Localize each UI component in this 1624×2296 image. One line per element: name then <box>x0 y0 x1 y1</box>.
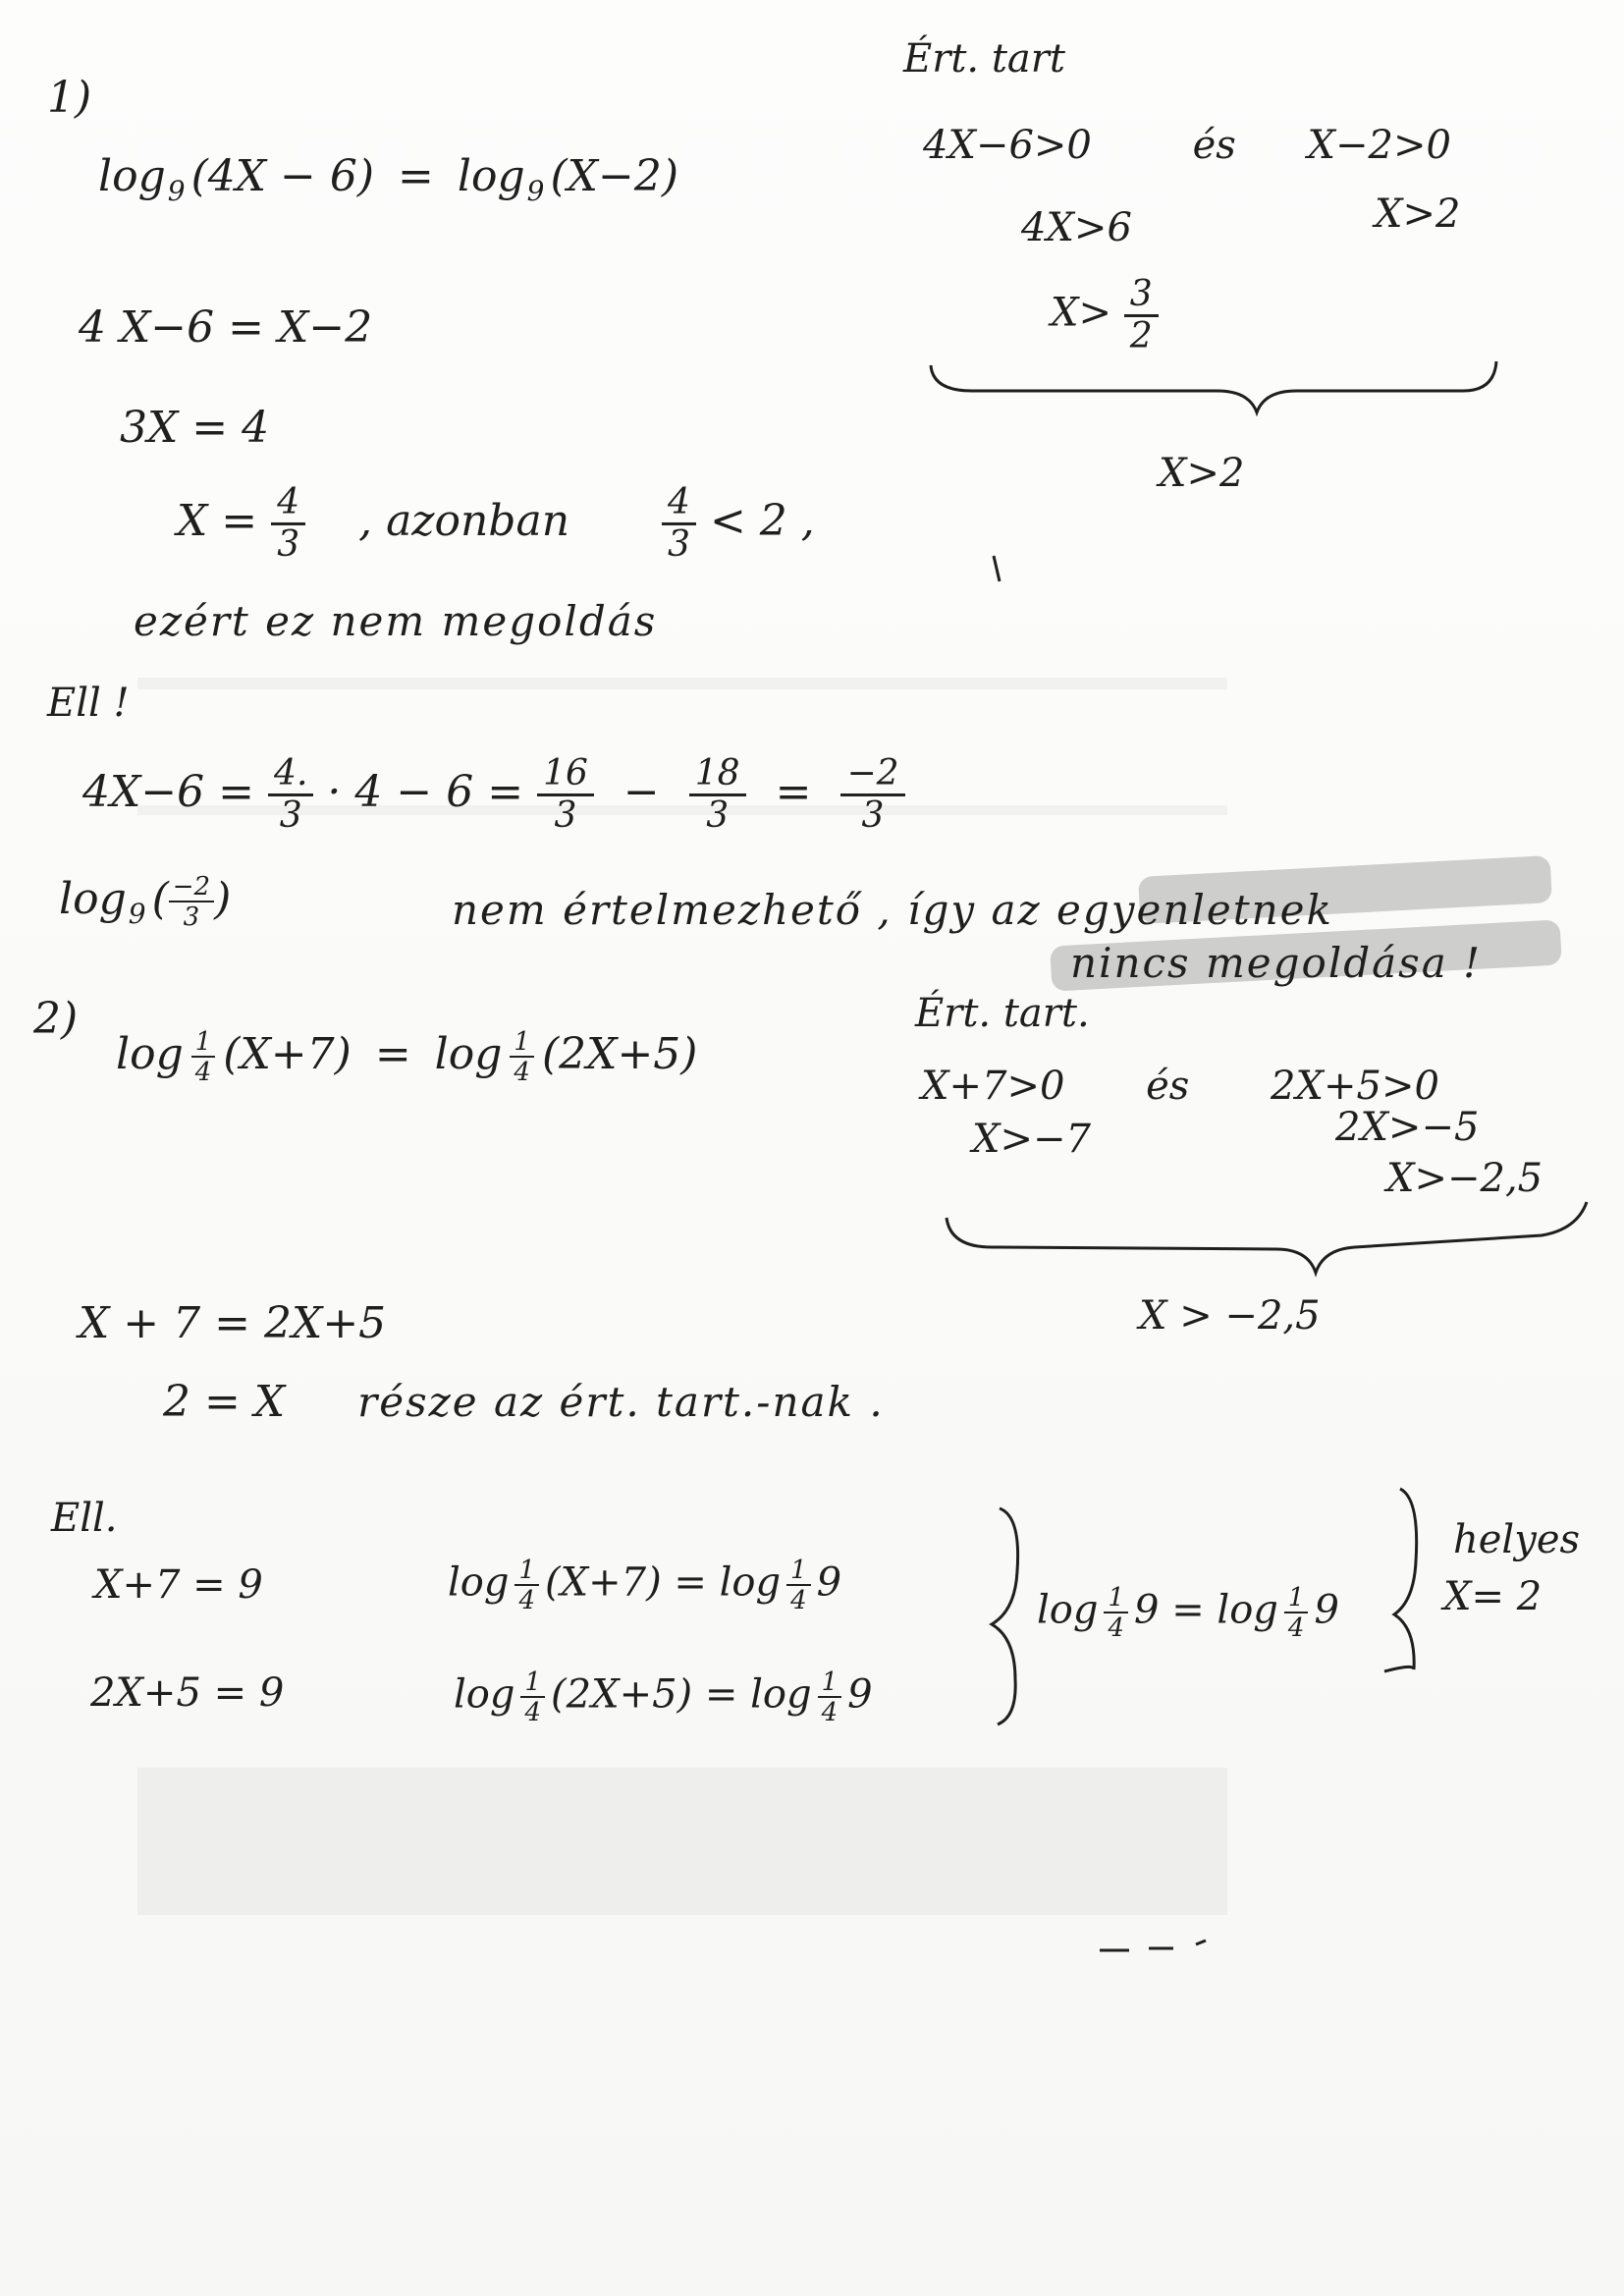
check-value: 2X+5 = 9 <box>90 1670 285 1716</box>
solution-step: 3X = 4 <box>120 403 270 453</box>
domain-step: 4X>6 <box>1021 205 1132 250</box>
domain-step: X>2 <box>1375 191 1461 237</box>
log-base-fraction: $\frac{1}{4}$ <box>1284 1585 1309 1641</box>
log-base-fraction: $\frac{1}{4}$ <box>510 1029 534 1085</box>
problem-2-number: 2) <box>33 994 79 1044</box>
show-through-band <box>137 678 1227 689</box>
fraction: $\frac{4.}{3}$ <box>268 756 313 834</box>
brace-check-1 <box>992 1508 1018 1724</box>
domain-step: 2X>−5 <box>1335 1105 1480 1150</box>
fraction: $\frac{-2}{3}$ <box>840 756 904 834</box>
fraction: $\frac{4}{3}$ <box>271 485 305 563</box>
domain-step: X>−2,5 <box>1386 1156 1543 1201</box>
brace-domain-1 <box>931 361 1496 412</box>
equals-sign: = <box>398 151 434 201</box>
brace-check-2 <box>1384 1489 1417 1671</box>
check-label: Ell. <box>51 1496 118 1541</box>
inequality-tick <box>994 556 1000 581</box>
log-base-fraction: $\frac{1}{4}$ <box>191 1029 216 1085</box>
domain-step: X> $\frac{3}{2}$ <box>1051 277 1159 355</box>
domain-step: X>−7 <box>972 1117 1091 1162</box>
check-log-left: log $\frac{1}{4}$ (X+7) = log $\frac{1}{4}$ 9 <box>448 1556 842 1615</box>
problem-1-equation <box>98 151 679 207</box>
problem-1-number: 1) <box>47 73 92 123</box>
fraction: $\frac{4}{3}$ <box>662 485 696 563</box>
log-base-fraction: $\frac{1}{4}$ <box>1104 1585 1128 1641</box>
brace-domain-2 <box>947 1202 1587 1273</box>
solution-step: 4 X−6 = X−2 <box>79 302 373 353</box>
solution-step: 2 = X része az ért. tart.-nak . <box>163 1377 885 1427</box>
verdict-word: helyes <box>1453 1517 1581 1562</box>
undefined-log: $\log_9$ ( $\frac{-2}{3}$ ) <box>59 872 232 932</box>
fraction: $\frac{3}{2}$ <box>1124 277 1159 355</box>
domain-condition-row: 4X−6>0 és X−2>0 <box>923 123 1451 168</box>
check-log-right: log $\frac{1}{4}$ (2X+5) = log $\frac{1}{4}$ 9 <box>454 1667 873 1727</box>
fraction: $\frac{16}{3}$ <box>537 756 594 834</box>
check-computation: 4X−6 = $\frac{4.}{3}$ · 4 − 6 = $\frac{16}{3}$ − $\frac{18}{3}$ = $\frac{-2}{3}$ <box>82 756 905 834</box>
equation-left: $\log_9 (4X - 6)$ <box>98 151 375 207</box>
solution-step: X = $\frac{4}{3}$ , azonban $\frac{4}{3}$ < 2 , <box>177 482 815 565</box>
check-equality: log $\frac{1}{4}$ 9 = log $\frac{1}{4}$ 9 <box>1037 1583 1339 1643</box>
fraction: $\frac{18}{3}$ <box>689 756 746 834</box>
log-base-fraction: $\frac{1}{4}$ <box>786 1558 811 1613</box>
final-remark-line2: nincs megoldása ! <box>1070 939 1482 987</box>
solution-step: X + 7 = 2X+5 <box>79 1298 387 1348</box>
domain-condition-row: X+7>0 és 2X+5>0 <box>921 1064 1439 1109</box>
final-remark-line1: nem értelmezhető , így az egyenletnek <box>452 886 1333 934</box>
problem-2-equation: log $\frac{1}{4}$ (X+7) = log $\frac{1}{4}$ (2X+5) <box>116 1027 698 1087</box>
log-base-fraction: $\frac{1}{4}$ <box>514 1558 539 1613</box>
conclusion-text: ezért ez nem megoldás <box>134 597 658 645</box>
check-label: Ell ! <box>47 681 130 726</box>
stray-dash <box>1100 1941 1206 1950</box>
log-base-fraction: $\frac{1}{4}$ <box>520 1669 545 1725</box>
equation-right: $\log_9 (X-2)$ <box>457 151 679 207</box>
domain-heading: Ért. tart <box>903 36 1065 82</box>
check-value: X+7 = 9 <box>94 1562 263 1608</box>
fraction: $\frac{-2}{3}$ <box>169 874 214 930</box>
show-through-band <box>137 1768 1227 1915</box>
log-base-fraction: $\frac{1}{4}$ <box>818 1669 842 1725</box>
domain-result: X > −2,5 <box>1139 1293 1321 1339</box>
domain-heading: Ért. tart. <box>915 991 1090 1036</box>
domain-result: X>2 <box>1159 451 1245 496</box>
verdict-value: X= 2 <box>1443 1574 1543 1619</box>
